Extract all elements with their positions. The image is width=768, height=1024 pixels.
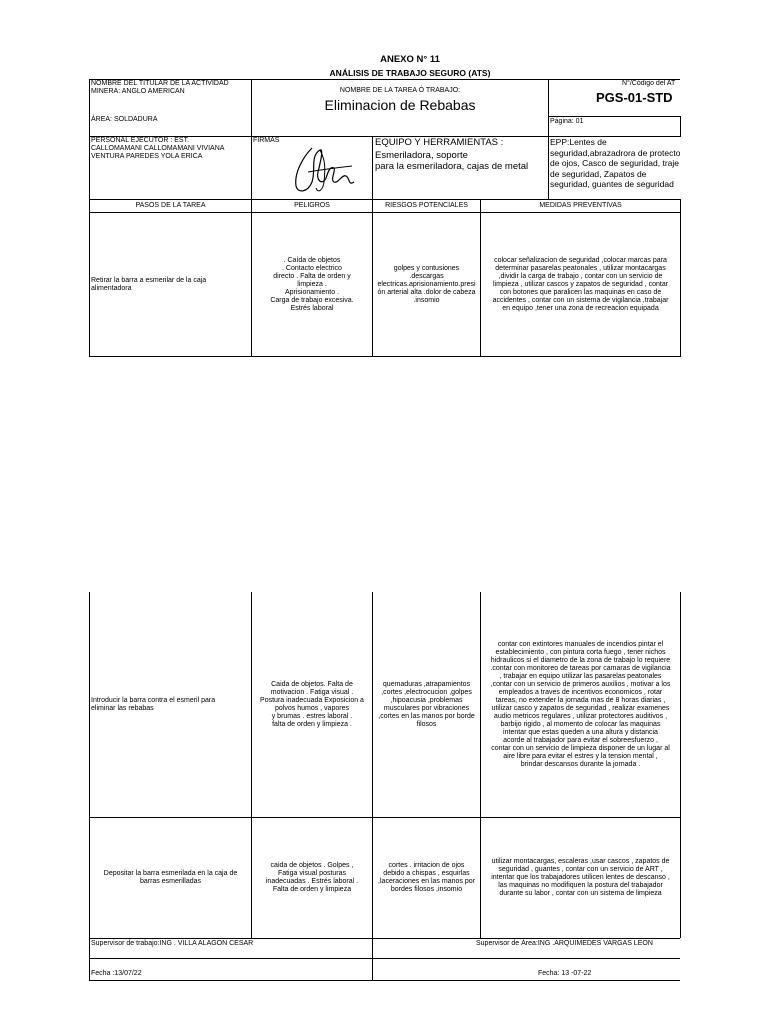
fecha-left: Fecha :13/07/22 [91, 970, 142, 977]
annex-title: ANEXO N° 11 [380, 54, 440, 65]
column-header-peligros: PELIGROS [294, 202, 330, 209]
fecha-right: Fecha: 13 -07-22 [538, 970, 592, 977]
table-row-2-peligros: Caida de objetos. Falta de motivacion . Fatiga visual . Postura inadecuada Exposicion a polvos humos , vapores y brumas . estres laboral . falta de orden y limpieza . [260, 681, 364, 728]
code-label: N°/Código del AT [622, 80, 676, 87]
column-header-riesgos: RIESGOS POTENCIALES [385, 202, 468, 209]
area-label: ÁREA: SOLDADURA [91, 116, 158, 123]
personal-ejecutor: PERSONAL EJECUTOR : EST. CALLOMAMANI CALLOMAMANI VIVIANA VENTURA PAREDES YOLA ERICA [91, 137, 225, 160]
table-row-3-peligros: caida de objetos . Golpes , Fatiga visual posturas inadecuadas . Estrés laboral . Falta de orden y limpieza [265, 862, 359, 893]
task-label: NOMBRE DE LA TAREA Ó TRABAJO: [339, 87, 461, 94]
task-name: Eliminacion de Rebabas [324, 97, 476, 113]
firmas-label: FIRMAS [253, 137, 280, 144]
table-row-3-riesgos: cortes . irritacion de ojos debido a chispas , esquirlas ,laceraciones en las manos por bordes filosos ,insomio [378, 862, 475, 893]
signature-image [290, 142, 360, 197]
supervisor-area: Supervisor de Área:ING .ARQUIMEDES VARGAS LEON [476, 940, 653, 947]
document-subtitle: ANÁLISIS DE TRABAJO SEGURO (ATS) [329, 68, 491, 78]
table-row-3-medidas: utilizar montacargas, escaleras ,usar cascos , zapatos de seguridad , guantes , contar con un servicio de ART , intentar que los trabajadores utilicen lentes de descanso , las maquinas no modifiquen la postura del trabajador durante su labor , contar con un sistema de limpieza [491, 858, 670, 897]
table-row-1-medidas: colocar señalizacion de seguridad ,colocar marcas para determinar pasarelas peatonales , utilizar montacargas ,dividir la carga de trabajo , contar con un servicio de limpieza , utilizar cascos y zapatos de seguridad , contar con botones que paralicen las maquinas en caso de accidentes , contar con un sistema de vigilancia ,trabajar en equipo ,tener una zona de recreacion equipada [492, 256, 669, 312]
equipo-text: Esmeriladora, soporte para la esmeriladora, cajas de metal [375, 150, 529, 172]
table-row-2-paso: Introducir la barra contra el esmeril para eliminar las rebabas [91, 697, 216, 712]
page-label: Página: 01 [550, 118, 584, 125]
supervisor-trabajo: Supervisor de trabajo:ING . VILLA ALAGON CESAR [91, 940, 254, 947]
table-row-3-paso: Depositar la barra esmerilada en la caja de barras esmerilladas [103, 870, 238, 885]
epp-text: EPP:Lentes de seguridad,abrazadrora de protecto de ojos, Casco de seguridad, traje de seguridad, Zapatos de seguridad, guantes de seguridad [550, 137, 680, 189]
column-header-pasos: PASOS DE LA TAREA [135, 202, 206, 209]
table-row-1-riesgos: golpes y contusiones .descargas electricas.aprisionamiento.presi ón arterial alta .dolor de cabeza .insomio [377, 264, 476, 304]
table-row-2-medidas: contar con extintores manuales de incendios pintar el establecimiento , con pintura corta fuego , tener nichos hidraulicos si el diametro de la zona de trabajo lo requiere .contar con monitoreo de tareas por camaras de vigilancia , trabajar en equipo utilizar las pasarelas peatonales ,contar con un servicio de primeros auxilios , motivar a los empleados a traves de incentivos economicos , rotar tareas, no extender la jornada mas de 8 horas diarias , utilizar casco y zapatos de seguridad , realizar examenes audio metricos regulares , utilizar protectores auditivos , barbijo rigido , al momento de colocar las maquinas intentar que estas queden a una altura y distancia acorde al trabajador para evitar el sobreesfuerzo , contar con un servicio de limpieza disponer de un lugar al aire libre para evitar el estres y la tension mental , brindar descansos durante la jornada . [490, 641, 671, 768]
table-row-1-paso: Retirar la barra a esmerilar de la caja alimentadora [91, 276, 207, 292]
table-row-2-riesgos: quemaduras ,atrapamientos ,cortes ,electrocucion ,golpes ,hipoacusia ,problemas musculares por vibraciones ,cortes en las manos por borde filosos [378, 681, 475, 728]
equipo-title: EQUIPO Y HERRAMIENTAS : [375, 137, 504, 148]
titular-label: NOMBRE DEL TITULAR DE LA ACTIVIDAD MINERA: ANGLO AMERICAN [91, 80, 229, 95]
document-code: PGS-01-STD [596, 90, 673, 105]
table-row-1-peligros: . Caída de objetos . Contacto electrico directo . Falta de orden y limpieza . Aprisionamiento . Carga de trabajo excesiva. Estrés laboral [270, 256, 354, 312]
column-header-medidas: MEDIDAS PREVENTIVAS [539, 202, 622, 209]
